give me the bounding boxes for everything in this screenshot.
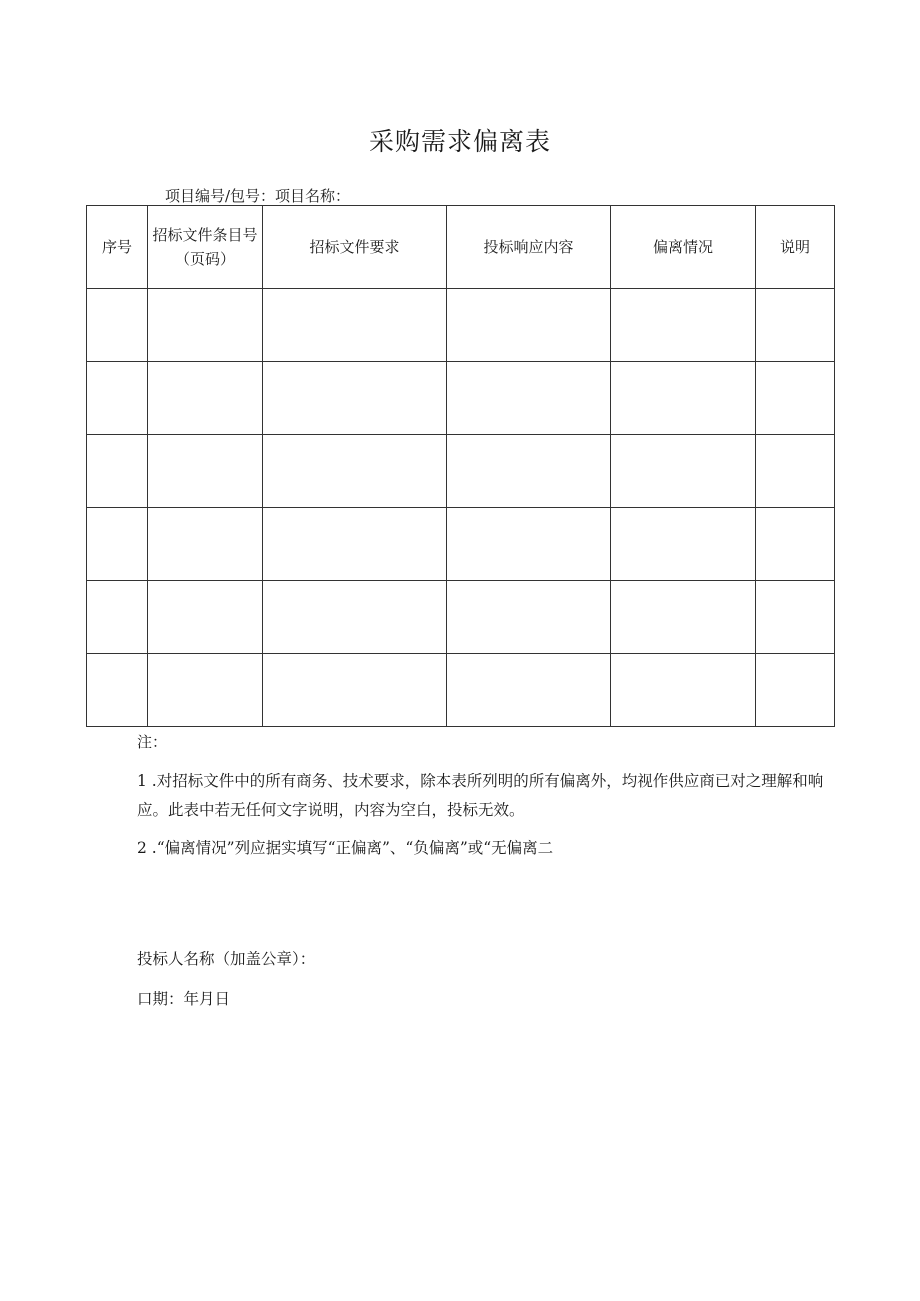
table-cell[interactable]	[611, 508, 756, 581]
table-cell[interactable]	[148, 581, 263, 654]
header-response: 投标响应内容	[447, 206, 611, 289]
table-cell[interactable]	[148, 362, 263, 435]
table-cell[interactable]	[447, 435, 611, 508]
table-cell[interactable]	[263, 581, 447, 654]
project-info-line: 项目编号/包号：项目名称：	[165, 187, 351, 205]
date-label: 口期：年月日	[137, 990, 231, 1008]
notes-label: 注：	[137, 733, 168, 751]
table-cell[interactable]	[756, 362, 835, 435]
header-clause-page: 招标文件条目号（页码）	[148, 206, 263, 289]
table-cell[interactable]	[447, 581, 611, 654]
table-cell[interactable]	[611, 581, 756, 654]
table-row	[87, 289, 835, 362]
table-cell[interactable]	[447, 289, 611, 362]
note-item-2: 2 .“偏离情况”列应据实填写“正偏离”、“负偏离”或“无偏离二	[137, 839, 554, 857]
table-cell[interactable]	[611, 435, 756, 508]
note-item-1: 1 .对招标文件中的所有商务、技术要求，除本表所列明的所有偏离外，均视作供应商已对之理解和响应。此表中若无任何文字说明，内容为空白，投标无效。	[137, 772, 824, 819]
table-cell[interactable]	[611, 362, 756, 435]
table-cell[interactable]	[148, 289, 263, 362]
table-cell[interactable]	[87, 654, 148, 727]
table-cell[interactable]	[263, 289, 447, 362]
table-cell[interactable]	[87, 289, 148, 362]
table-cell[interactable]	[756, 435, 835, 508]
document-title: 采购需求偏离表	[368, 127, 551, 156]
table-cell[interactable]	[87, 362, 148, 435]
header-remark: 说明	[756, 206, 835, 289]
table-row	[87, 581, 835, 654]
table-cell[interactable]	[447, 654, 611, 727]
bidder-name-label: 投标人名称（加盖公章）：	[137, 950, 316, 968]
table-cell[interactable]	[611, 289, 756, 362]
table-cell[interactable]	[611, 654, 756, 727]
table-cell[interactable]	[756, 289, 835, 362]
table-cell[interactable]	[756, 654, 835, 727]
table-cell[interactable]	[263, 508, 447, 581]
header-seq: 序号	[87, 206, 148, 289]
table-row	[87, 362, 835, 435]
table-cell[interactable]	[87, 581, 148, 654]
table-cell[interactable]	[263, 362, 447, 435]
table-cell[interactable]	[148, 654, 263, 727]
table-row	[87, 435, 835, 508]
table-cell[interactable]	[87, 435, 148, 508]
table-cell[interactable]	[263, 654, 447, 727]
header-requirement: 招标文件要求	[263, 206, 447, 289]
table-cell[interactable]	[447, 362, 611, 435]
table-row	[87, 654, 835, 727]
table-cell[interactable]	[756, 508, 835, 581]
table-cell[interactable]	[87, 508, 148, 581]
table-header-row	[87, 206, 835, 289]
table-cell[interactable]	[756, 581, 835, 654]
deviation-table	[86, 205, 835, 727]
table-cell[interactable]	[263, 435, 447, 508]
header-deviation: 偏离情况	[611, 206, 756, 289]
table-row	[87, 508, 835, 581]
table-cell[interactable]	[148, 508, 263, 581]
table-cell[interactable]	[148, 435, 263, 508]
table-cell[interactable]	[447, 508, 611, 581]
